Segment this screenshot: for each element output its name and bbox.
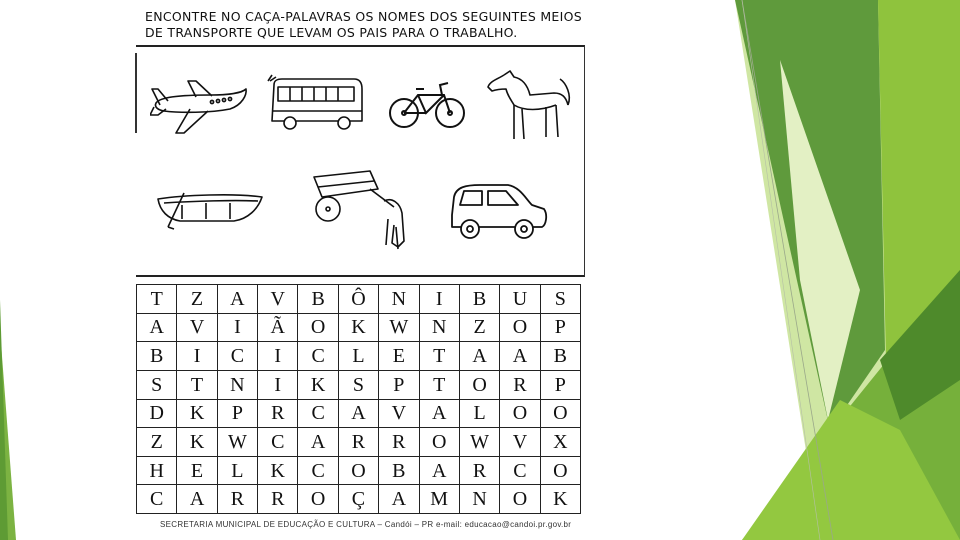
grid-cell[interactable]: H bbox=[137, 456, 177, 485]
grid-cell[interactable]: R bbox=[258, 485, 298, 514]
grid-cell[interactable]: W bbox=[217, 428, 257, 457]
grid-cell[interactable]: L bbox=[338, 342, 378, 371]
grid-cell[interactable]: O bbox=[459, 370, 499, 399]
grid-cell[interactable]: C bbox=[500, 456, 540, 485]
grid-cell[interactable]: N bbox=[459, 485, 499, 514]
worksheet-instructions bbox=[145, 9, 585, 41]
grid-cell[interactable]: E bbox=[379, 342, 419, 371]
grid-cell[interactable]: C bbox=[298, 399, 338, 428]
grid-cell[interactable]: X bbox=[540, 428, 580, 457]
grid-cell[interactable]: I bbox=[217, 313, 257, 342]
grid-cell[interactable]: L bbox=[217, 456, 257, 485]
grid-cell[interactable]: V bbox=[258, 285, 298, 314]
grid-cell[interactable]: W bbox=[459, 428, 499, 457]
grid-cell[interactable]: A bbox=[419, 399, 459, 428]
bus-icon bbox=[266, 71, 366, 133]
grid-cell[interactable]: L bbox=[459, 399, 499, 428]
grid-cell[interactable]: M bbox=[419, 485, 459, 514]
grid-cell[interactable]: T bbox=[419, 342, 459, 371]
grid-cell[interactable]: O bbox=[500, 399, 540, 428]
grid-cell[interactable]: O bbox=[540, 399, 580, 428]
grid-cell[interactable]: K bbox=[338, 313, 378, 342]
grid-cell[interactable]: I bbox=[177, 342, 217, 371]
grid-cell[interactable]: C bbox=[217, 342, 257, 371]
grid-cell[interactable]: B bbox=[459, 285, 499, 314]
grid-cell[interactable]: I bbox=[258, 342, 298, 371]
grid-cell[interactable]: A bbox=[338, 399, 378, 428]
grid-cell[interactable]: E bbox=[177, 456, 217, 485]
grid-cell[interactable]: N bbox=[379, 285, 419, 314]
grid-cell[interactable]: O bbox=[500, 485, 540, 514]
grid-cell[interactable]: T bbox=[137, 285, 177, 314]
grid-cell[interactable]: A bbox=[419, 456, 459, 485]
boat-icon bbox=[154, 187, 266, 231]
car-icon bbox=[446, 181, 550, 247]
bicycle-icon bbox=[386, 77, 468, 133]
grid-cell[interactable]: B bbox=[379, 456, 419, 485]
grid-cell[interactable]: K bbox=[540, 485, 580, 514]
grid-cell[interactable]: B bbox=[298, 285, 338, 314]
grid-cell[interactable]: K bbox=[298, 370, 338, 399]
grid-row bbox=[137, 428, 581, 457]
instructions-line-1: ENCONTRE NO CAÇA-PALAVRAS OS NOMES DOS SEGUINTES MEIOS bbox=[145, 9, 582, 24]
grid-cell[interactable]: R bbox=[338, 428, 378, 457]
grid-cell[interactable]: P bbox=[379, 370, 419, 399]
grid-cell[interactable]: O bbox=[500, 313, 540, 342]
grid-cell[interactable]: O bbox=[338, 456, 378, 485]
horse-cart-icon bbox=[308, 167, 414, 253]
grid-cell[interactable]: A bbox=[177, 485, 217, 514]
grid-cell[interactable]: D bbox=[137, 399, 177, 428]
grid-cell[interactable]: R bbox=[459, 456, 499, 485]
grid-row bbox=[137, 485, 581, 514]
grid-cell[interactable]: W bbox=[379, 313, 419, 342]
word-search-grid bbox=[136, 284, 581, 514]
grid-cell[interactable]: A bbox=[459, 342, 499, 371]
grid-row bbox=[137, 399, 581, 428]
grid-cell[interactable]: K bbox=[177, 399, 217, 428]
instructions-line-2: DE TRANSPORTE QUE LEVAM OS PAIS PARA O TRABALHO. bbox=[145, 25, 518, 40]
grid-cell[interactable]: K bbox=[258, 456, 298, 485]
grid-cell[interactable]: R bbox=[258, 399, 298, 428]
grid-cell[interactable]: Ô bbox=[338, 285, 378, 314]
grid-cell[interactable]: K bbox=[177, 428, 217, 457]
grid-cell[interactable]: N bbox=[419, 313, 459, 342]
grid-cell[interactable]: S bbox=[338, 370, 378, 399]
grid-cell[interactable]: S bbox=[137, 370, 177, 399]
grid-cell[interactable]: Ã bbox=[258, 313, 298, 342]
grid-cell[interactable]: R bbox=[217, 485, 257, 514]
grid-cell[interactable]: C bbox=[137, 485, 177, 514]
grid-cell[interactable]: B bbox=[540, 342, 580, 371]
grid-cell[interactable]: O bbox=[540, 456, 580, 485]
grid-cell[interactable]: A bbox=[217, 285, 257, 314]
grid-cell[interactable]: V bbox=[379, 399, 419, 428]
grid-row bbox=[137, 342, 581, 371]
panel-left-edge bbox=[135, 53, 137, 133]
grid-row bbox=[137, 313, 581, 342]
grid-cell[interactable]: Z bbox=[177, 285, 217, 314]
grid-cell[interactable]: C bbox=[298, 342, 338, 371]
grid-cell[interactable]: P bbox=[217, 399, 257, 428]
grid-cell[interactable]: U bbox=[500, 285, 540, 314]
grid-cell[interactable]: O bbox=[298, 313, 338, 342]
grid-cell[interactable]: O bbox=[419, 428, 459, 457]
horse-icon bbox=[484, 65, 574, 143]
grid-cell[interactable]: S bbox=[540, 285, 580, 314]
grid-cell[interactable]: Z bbox=[459, 313, 499, 342]
grid-cell[interactable]: O bbox=[298, 485, 338, 514]
grid-row bbox=[137, 285, 581, 314]
grid-cell[interactable]: T bbox=[177, 370, 217, 399]
grid-cell[interactable]: A bbox=[137, 313, 177, 342]
grid-cell[interactable]: Ç bbox=[338, 485, 378, 514]
transport-pictures-panel bbox=[136, 45, 585, 277]
grid-cell[interactable]: N bbox=[217, 370, 257, 399]
grid-cell[interactable]: I bbox=[419, 285, 459, 314]
grid-cell[interactable]: B bbox=[137, 342, 177, 371]
grid-cell[interactable]: T bbox=[419, 370, 459, 399]
grid-cell[interactable]: Z bbox=[137, 428, 177, 457]
grid-cell[interactable]: C bbox=[298, 456, 338, 485]
grid-cell[interactable]: P bbox=[540, 313, 580, 342]
grid-row bbox=[137, 370, 581, 399]
grid-cell[interactable]: P bbox=[540, 370, 580, 399]
grid-cell[interactable]: A bbox=[500, 342, 540, 371]
grid-cell[interactable]: A bbox=[379, 485, 419, 514]
footer-text: SECRETARIA MUNICIPAL DE EDUCAÇÃO E CULTURA – Candói – PR e-mail: educacao@candoi.pr.gov.br bbox=[160, 520, 572, 529]
grid-cell[interactable]: R bbox=[500, 370, 540, 399]
grid-cell[interactable]: C bbox=[258, 428, 298, 457]
grid-cell[interactable]: V bbox=[500, 428, 540, 457]
grid-cell[interactable]: I bbox=[258, 370, 298, 399]
airplane-icon bbox=[150, 75, 250, 137]
grid-cell[interactable]: V bbox=[177, 313, 217, 342]
grid-row bbox=[137, 456, 581, 485]
grid-cell[interactable]: R bbox=[379, 428, 419, 457]
grid-cell[interactable]: A bbox=[298, 428, 338, 457]
